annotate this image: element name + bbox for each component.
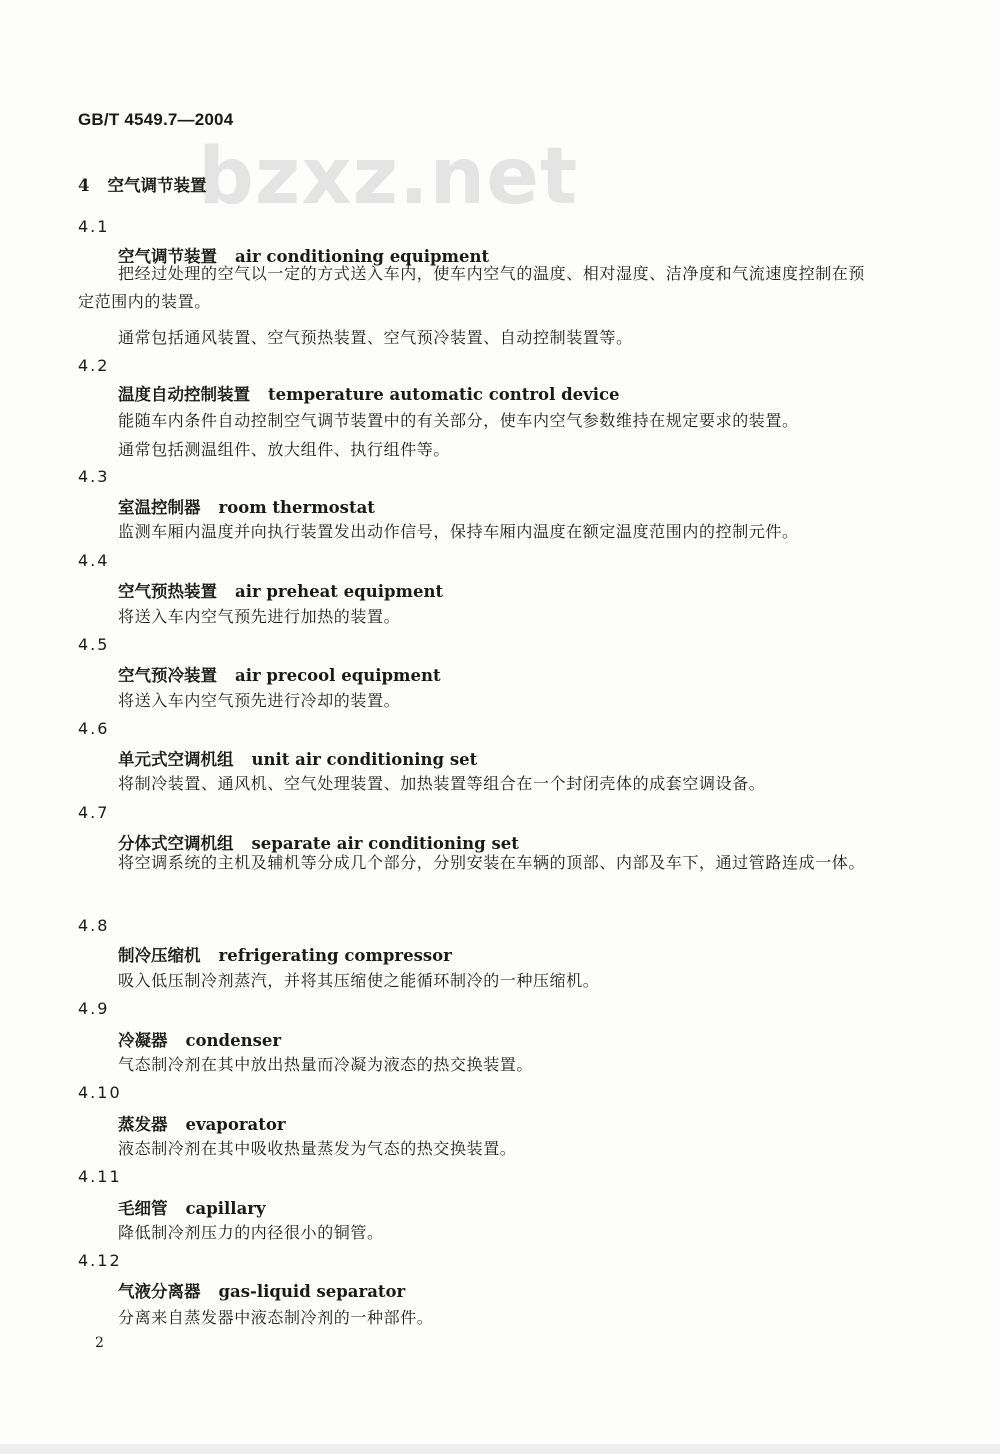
term-zh: 单元式空调机组 <box>118 750 234 769</box>
clause-number: 4.4 <box>78 551 110 570</box>
section-heading <box>78 172 206 196</box>
term-zh: 室温控制器 <box>118 498 201 517</box>
clause-number: 4.2 <box>78 356 110 375</box>
term <box>118 494 375 518</box>
term-en: unit air conditioning set <box>251 750 478 769</box>
definition: 把经过处理的空气以一定的方式送入车内，使车内空气的温度、相对湿度、洁净度和气流速度控制在预定范围内的装置。 <box>78 264 866 311</box>
term-en: evaporator <box>185 1115 286 1134</box>
term <box>118 942 452 966</box>
clause-number: 4.11 <box>78 1167 122 1186</box>
term-en: condenser <box>185 1031 282 1050</box>
definition: 将空调系统的主机及辅机等分成几个部分，分别安装在车辆的顶部、内部及车下，通过管路连成一体。 <box>118 853 866 872</box>
watermark: bzxz.net <box>198 132 579 222</box>
clause-number: 4.5 <box>78 635 110 654</box>
term <box>118 662 441 686</box>
definition: 能随车内条件自动控制空气调节装置中的有关部分，使车内空气参数维持在规定要求的装置。 <box>118 411 799 430</box>
term <box>118 746 477 770</box>
term-zh: 气液分离器 <box>118 1282 201 1301</box>
section-number: 4 <box>78 176 90 195</box>
term-en: refrigerating compressor <box>218 946 452 965</box>
term-zh: 制冷压缩机 <box>118 946 201 965</box>
clause-number: 4.6 <box>78 719 110 738</box>
clause-number: 4.9 <box>78 999 110 1018</box>
term-en: air preheat equipment <box>235 582 444 601</box>
definition: 液态制冷剂在其中吸收热量蒸发为气态的热交换装置。 <box>118 1139 517 1158</box>
term-en: air precool equipment <box>235 666 441 685</box>
term-zh: 冷凝器 <box>118 1031 168 1050</box>
term-zh: 空气调节装置 <box>118 247 217 266</box>
definition: 气态制冷剂在其中放出热量而冷凝为液态的热交换装置。 <box>118 1055 534 1074</box>
clause-number: 4.1 <box>78 217 110 236</box>
term <box>118 381 620 405</box>
term-en: air conditioning equipment <box>235 247 490 266</box>
term <box>118 1111 286 1135</box>
definition: 监测车厢内温度并向执行装置发出动作信号，保持车厢内温度在额定温度范围内的控制元件。 <box>118 522 799 541</box>
term-zh: 空气预冷装置 <box>118 666 217 685</box>
clause-number: 4.8 <box>78 916 110 935</box>
definition: 将送入车内空气预先进行加热的装置。 <box>118 607 401 626</box>
clause-number: 4.12 <box>78 1251 122 1270</box>
page-bottom-edge <box>0 1444 1000 1454</box>
definition: 吸入低压制冷剂蒸汽，并将其压缩使之能循环制冷的一种压缩机。 <box>118 971 600 990</box>
term-zh: 分体式空调机组 <box>118 834 234 853</box>
clause-number: 4.3 <box>78 467 110 486</box>
note: 通常包括测温组件、放大组件、执行组件等。 <box>118 440 451 459</box>
section-title: 空气调节装置 <box>107 176 207 195</box>
term <box>118 1195 266 1219</box>
term-zh: 温度自动控制装置 <box>118 385 250 404</box>
term <box>118 1278 405 1302</box>
definition: 将制冷装置、通风机、空气处理装置、加热装置等组合在一个封闭壳体的成套空调设备。 <box>118 774 766 793</box>
definition: 降低制冷剂压力的内径很小的铜管。 <box>118 1223 384 1242</box>
note: 通常包括通风装置、空气预热装置、空气预冷装置、自动控制装置等。 <box>118 328 633 347</box>
clause-number: 4.10 <box>78 1083 122 1102</box>
clause-number: 4.7 <box>78 803 110 822</box>
term-en: temperature automatic control device <box>268 385 620 404</box>
term-en: separate air conditioning set <box>251 834 519 853</box>
term-zh: 蒸发器 <box>118 1115 168 1134</box>
term-zh: 毛细管 <box>118 1199 168 1218</box>
term-zh: 空气预热装置 <box>118 582 217 601</box>
definition: 将送入车内空气预先进行冷却的装置。 <box>118 691 401 710</box>
page-number: 2 <box>95 1335 104 1351</box>
term <box>118 1027 281 1051</box>
standard-code: GB/T 4549.7—2004 <box>78 110 234 129</box>
term-en: room thermostat <box>218 498 375 517</box>
term-en: gas-liquid separator <box>218 1282 406 1301</box>
term <box>118 578 443 602</box>
term-en: capillary <box>185 1199 266 1218</box>
definition: 分离来自蒸发器中液态制冷剂的一种部件。 <box>118 1308 434 1327</box>
